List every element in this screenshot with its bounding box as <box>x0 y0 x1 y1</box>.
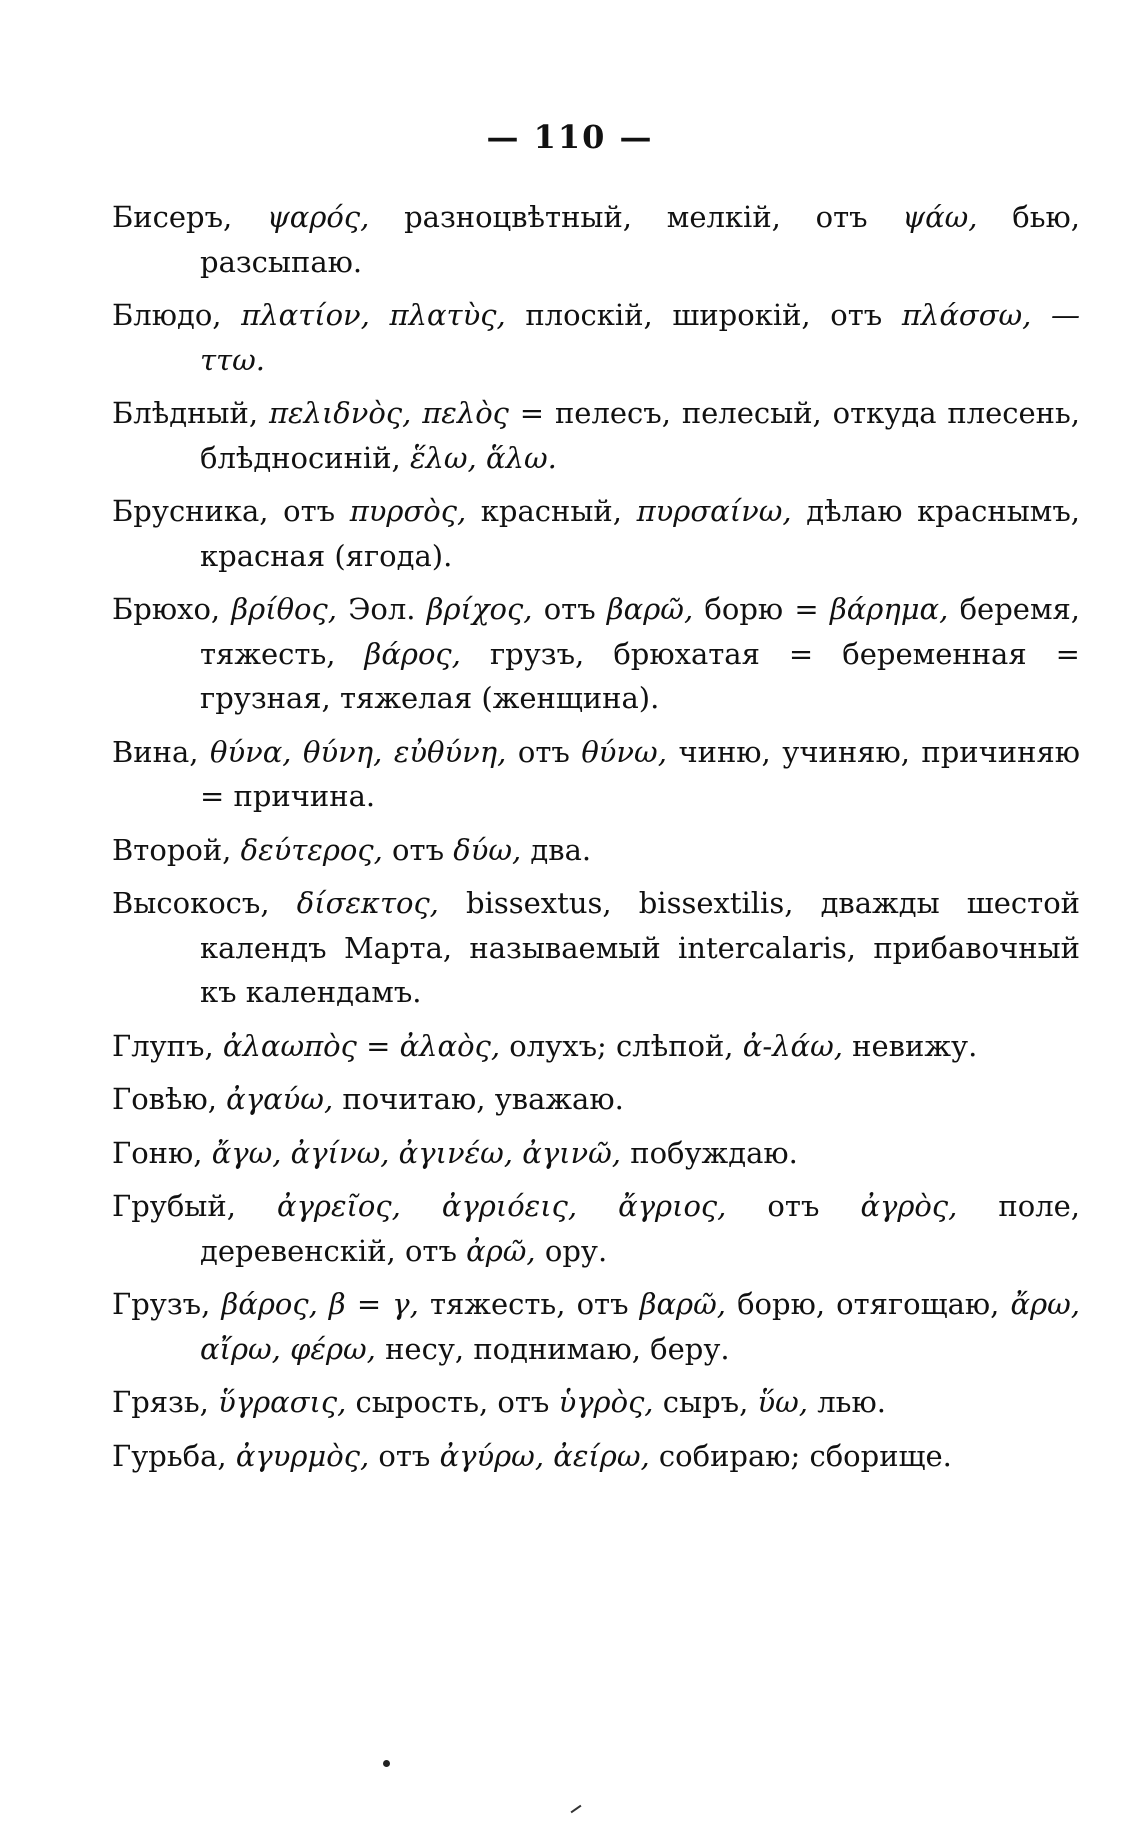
entry-text: сырость, отъ <box>346 1385 559 1419</box>
greek-term: πλατίον, πλατὺς, <box>241 298 506 332</box>
entry-text: Эол. <box>336 592 427 626</box>
entry-text: олухъ; слѣпой, <box>500 1028 743 1063</box>
entry-headword: Брусника, <box>112 494 269 528</box>
greek-term: ἄγω, ἀγίνω, ἀγινέω, ἀγινῶ, <box>211 1135 622 1170</box>
greek-term: βαρῶ, <box>606 592 694 626</box>
entry-headword: Брюхо, <box>112 592 221 626</box>
entry-text: = пелесъ, пелесый, откуда плесень, блѣдносиній, <box>200 396 1081 475</box>
greek-term: ὕγρασις, <box>218 1385 347 1419</box>
entry-text: борю = <box>693 592 830 626</box>
entry-text: тяжесть, отъ <box>418 1287 640 1321</box>
entry-text: грузъ, брюхатая = беременная = грузная, тяжелая (женщина). <box>200 636 1080 715</box>
page-number: — 110 — <box>486 118 654 156</box>
entry-text: несу, поднимаю, беру. <box>375 1331 730 1366</box>
greek-term: ἀγύρω, ἀείρω, <box>439 1438 650 1473</box>
greek-term: ψαρός, <box>267 200 370 234</box>
dictionary-entry <box>112 881 1080 1015</box>
dictionary-entry <box>112 1434 1080 1479</box>
greek-term: βάρημα, <box>829 592 949 626</box>
greek-term: θύνα, θύνη, εὐθύνη, <box>210 734 507 769</box>
specks <box>383 1760 390 1767</box>
entry-text: побуждаю. <box>621 1135 798 1170</box>
entry-text: bissextus, bissextilis, дважды шестой календъ Марта, называемый intercalaris, прибавочный къ календамъ. <box>200 886 1080 1009</box>
dictionary-entry <box>112 293 1080 382</box>
dictionary-entry <box>112 1131 1080 1176</box>
entry-headword: Говѣю, <box>112 1082 217 1116</box>
entry-text: отъ <box>382 832 454 867</box>
entry-headword: Блюдо, <box>112 298 222 332</box>
dictionary-entry <box>112 730 1080 819</box>
greek-term: βάρος, β = γ, <box>221 1287 419 1321</box>
greek-term: ἀγρεῖος, ἀγριόεις, ἄγριος, <box>276 1189 727 1223</box>
entry-text: невижу. <box>842 1028 978 1063</box>
entry-text: поле, деревенскій, отъ <box>200 1189 1080 1268</box>
entry-text: чиню, учиняю, причиняю = причина. <box>200 734 1081 813</box>
dictionary-entry <box>112 1024 1080 1069</box>
greek-term: θύνω, <box>581 734 667 769</box>
entry-text: красный, <box>466 494 637 528</box>
greek-term: πυρσαίνω, <box>636 494 792 528</box>
entry-text: лью. <box>808 1385 886 1419</box>
dictionary-entries <box>112 195 1080 1487</box>
entry-headword: Глупъ, <box>112 1028 214 1063</box>
entry-text: ору. <box>535 1233 608 1268</box>
greek-term: δύω, <box>453 832 522 867</box>
greek-term: δίσεκτος, <box>296 886 439 920</box>
dictionary-entry <box>112 391 1080 480</box>
greek-term: ὕω, <box>757 1385 809 1419</box>
entry-text: два. <box>521 832 592 867</box>
greek-term: ἀλαωπὸς = ἀλαὸς, <box>222 1028 501 1063</box>
greek-term: ψάω, <box>902 200 978 234</box>
greek-term: ὑγρὸς, <box>558 1385 654 1419</box>
greek-term: βάρος, <box>364 636 461 671</box>
greek-term: πλάσσω, — ττω. <box>200 298 1080 377</box>
entry-headword: Гурьба, <box>112 1438 227 1473</box>
dictionary-entry <box>112 195 1080 284</box>
entry-headword: Грубый, <box>112 1189 236 1223</box>
entry-text: разноцвѣтный, мелкій, отъ <box>369 200 903 234</box>
greek-term: ἀγρὸς, <box>860 1189 958 1223</box>
greek-term: πυρσὸς, <box>349 494 467 528</box>
greek-term: βρίχος, <box>426 592 533 626</box>
entry-text: почитаю, уважаю. <box>333 1082 624 1116</box>
entry-headword: Высокосъ, <box>112 886 270 920</box>
entry-headword: Гоню, <box>112 1135 203 1170</box>
greek-term: ἀρῶ, <box>466 1233 536 1268</box>
specks <box>571 1805 582 1814</box>
entry-text: отъ <box>283 494 350 528</box>
entry-text: борю, отягощаю, <box>725 1287 1011 1321</box>
entry-text: отъ <box>369 1438 440 1473</box>
greek-term: βρίθος, <box>231 592 337 626</box>
greek-term: ἄρω, αἴρω, φέρω, <box>200 1287 1080 1366</box>
entry-text: собираю; сборище. <box>649 1438 952 1473</box>
greek-term: ἀγαύω, <box>226 1082 334 1116</box>
entry-text: отъ <box>726 1189 861 1223</box>
greek-term: ἕλω, ἅλω. <box>409 440 557 475</box>
entry-headword: Блѣдный, <box>112 396 259 430</box>
entry-headword: Вина, <box>112 734 199 769</box>
entry-text: плоскій, широкій, отъ <box>505 298 902 332</box>
entry-text: отъ <box>506 734 582 769</box>
entry-text: беремя, тяжесть, <box>200 592 1081 671</box>
entry-headword: Бисеръ, <box>112 200 233 234</box>
dictionary-entry <box>112 828 1080 873</box>
entry-headword: Грязь, <box>112 1385 209 1419</box>
entry-text: сыръ, <box>653 1385 758 1419</box>
dictionary-entry <box>112 1077 1080 1122</box>
greek-term: πελιδνὸς, πελὸς <box>268 396 509 430</box>
greek-term: ἀ-λάω, <box>742 1028 843 1063</box>
greek-term: βαρῶ, <box>639 1287 726 1321</box>
entry-text: дѣлаю краснымъ, красная (ягода). <box>200 494 1081 573</box>
greek-term: δεύτερος, <box>240 832 383 867</box>
dictionary-entry <box>112 489 1080 578</box>
entry-headword: Грузъ, <box>112 1287 211 1321</box>
dictionary-entry <box>112 1380 1080 1425</box>
greek-term: ἀγυρμὸς, <box>235 1438 370 1473</box>
dictionary-entry <box>112 1282 1080 1371</box>
entry-text: бью, разсыпаю. <box>200 200 1080 279</box>
entry-text: отъ <box>532 592 607 626</box>
dictionary-entry <box>112 1184 1080 1273</box>
dictionary-entry <box>112 587 1080 721</box>
entry-headword: Второй, <box>112 832 232 867</box>
